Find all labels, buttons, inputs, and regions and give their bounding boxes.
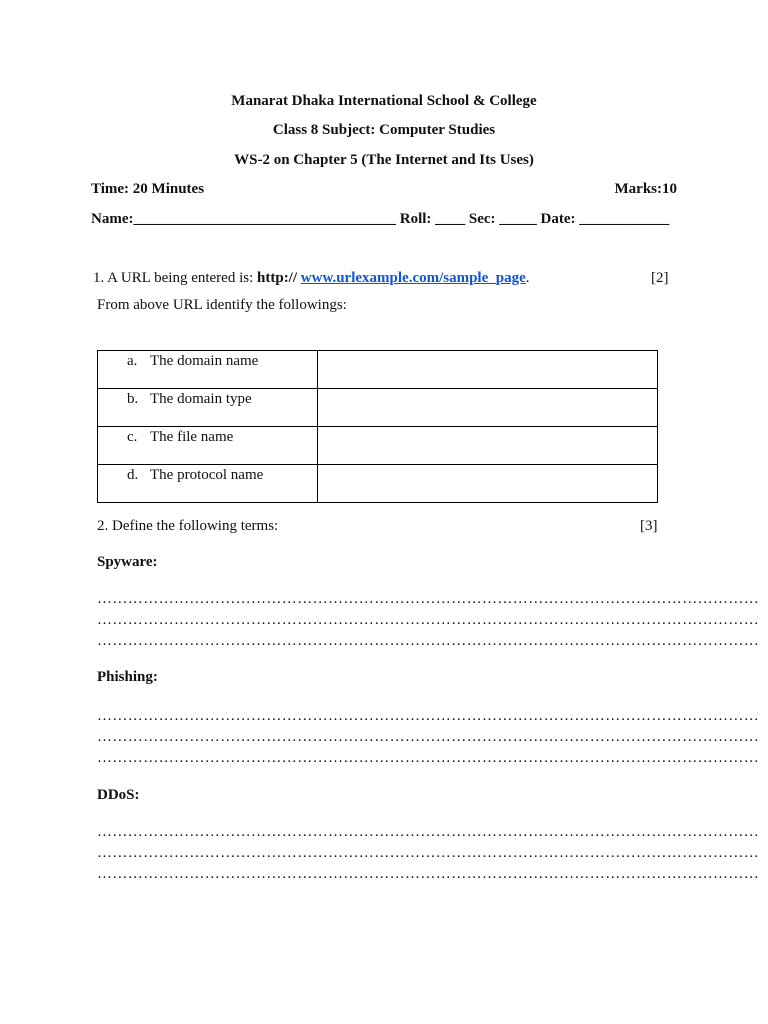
- row-label: The domain type: [150, 391, 252, 407]
- row-label: The protocol name: [150, 467, 264, 483]
- table-row: [98, 351, 658, 389]
- row-label: The domain name: [150, 353, 259, 369]
- question-1: [93, 270, 530, 287]
- answer-cell[interactable]: [318, 465, 658, 503]
- term-spyware: Spyware:: [97, 554, 158, 570]
- row-letter: a.: [127, 353, 138, 369]
- question-1-suffix: .: [525, 270, 530, 286]
- answer-line: …………………………………………………………………………………………………………………: [97, 824, 760, 840]
- question-1-instruction: From above URL identify the followings:: [97, 297, 347, 313]
- answer-cell[interactable]: [318, 389, 658, 427]
- answer-line: …………………………………………………………………………………………………………………: [97, 591, 760, 607]
- answer-lines-ddos[interactable]: [97, 822, 760, 885]
- answer-lines-phishing[interactable]: [97, 706, 760, 769]
- answer-line: …………………………………………………………………………………………………………………: [97, 708, 760, 724]
- total-marks: Marks:10: [614, 181, 677, 197]
- question-1-prefix: 1. A URL being entered is:: [93, 270, 258, 286]
- row-letter: c.: [127, 429, 138, 445]
- url-link[interactable]: www.urlexample.com/sample_page: [300, 270, 526, 286]
- answer-line: …………………………………………………………………………………………………………………: [97, 612, 760, 628]
- answer-cell[interactable]: [318, 427, 658, 465]
- student-info-line: Name:___________________________________ Roll: ____ Sec: _____ Date: ____________: [91, 211, 670, 227]
- table-row: [98, 465, 658, 503]
- worksheet-title: WS-2 on Chapter 5 (The Internet and Its Uses): [234, 152, 534, 168]
- row-letter: b.: [127, 391, 139, 407]
- question-2-marks: [3]: [640, 518, 658, 534]
- row-label: The file name: [150, 429, 234, 445]
- answer-line: …………………………………………………………………………………………………………………: [97, 845, 760, 861]
- term-ddos: DDoS:: [97, 787, 140, 803]
- term-phishing: Phishing:: [97, 669, 158, 685]
- answer-line: …………………………………………………………………………………………………………………: [97, 729, 760, 745]
- table-row: [98, 427, 658, 465]
- table-row: [98, 389, 658, 427]
- question-2: 2. Define the following terms:: [97, 518, 279, 534]
- answer-cell[interactable]: [318, 351, 658, 389]
- school-name: Manarat Dhaka International School & College: [231, 93, 537, 109]
- answer-line: …………………………………………………………………………………………………………………: [97, 750, 760, 766]
- answer-line: …………………………………………………………………………………………………………………: [97, 866, 760, 882]
- time-limit: Time: 20 Minutes: [91, 181, 205, 197]
- url-parts-table: [97, 350, 658, 503]
- answer-line: …………………………………………………………………………………………………………………: [97, 633, 760, 649]
- answer-lines-spyware[interactable]: [97, 589, 760, 652]
- class-subject: Class 8 Subject: Computer Studies: [272, 122, 496, 138]
- row-letter: d.: [127, 467, 139, 483]
- url-protocol: http://: [257, 270, 298, 286]
- question-1-marks: [2]: [651, 270, 669, 286]
